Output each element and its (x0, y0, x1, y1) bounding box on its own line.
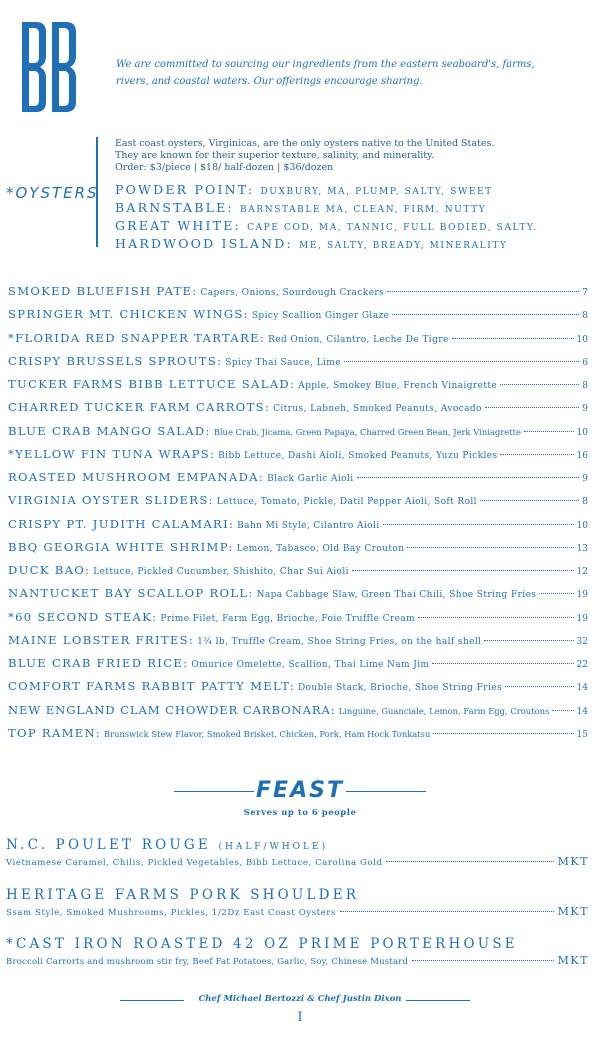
menu-item-price: 32 (576, 636, 588, 647)
menu-item-name: NEW ENGLAND CLAM CHOWDER CARBONARA: (8, 702, 336, 717)
leader-dots (539, 593, 573, 594)
menu-item-desc: Apple, Smokey Blue, French Vinaigrette (298, 381, 498, 391)
feast-heading-wrap (0, 778, 600, 803)
menu-item-name: NANTUCKET BAY SCALLOP ROLL: (8, 586, 254, 601)
oyster-name: HARDWOOD ISLAND: (115, 236, 293, 251)
menu-item-price: 8 (582, 381, 588, 391)
menu-item-price: 22 (576, 660, 588, 670)
menu-item-name: *60 SECOND STEAK: (8, 609, 158, 624)
leader-dots (500, 454, 573, 455)
menu-item-desc: Lettuce, Pickled Cucumber, Shishito, Char Sui Aioli (93, 567, 349, 577)
menu-item-name: SPRINGER MT. CHICKEN WINGS: (8, 307, 249, 322)
menu-item-desc: Napa Cabbage Slaw, Green Thai Chili, Shoe String Fries (256, 590, 537, 601)
leader-dots (387, 291, 579, 292)
menu-item-name: TOP RAMEN: (8, 725, 101, 740)
oyster-notes: DUXBURY, MA, PLUMP, SALTY, SWEET (260, 187, 493, 197)
menu-item-price: 6 (582, 357, 588, 368)
menu-item-name: CRISPY PT. JUDITH CALAMARI: (8, 516, 235, 531)
menu-item-price: 12 (576, 567, 588, 577)
menu-item-price: 8 (582, 311, 588, 322)
menu-item-desc: Black Garlic Aioli (267, 474, 354, 484)
feast-item-line (6, 954, 589, 967)
menu-item-name: DUCK BAO: (8, 563, 91, 577)
menu-item-price: 15 (576, 729, 588, 740)
feast-item-name: N.C. POULET ROUGE (6, 837, 211, 853)
menu-item (8, 307, 588, 330)
oyster-notes: CAPE COD, MA, TANNIC, FULL BODIED, SALTY. (247, 223, 538, 233)
oyster-notes: BARNSTABLE MA, CLEAN, FIRM, NUTTY (240, 205, 487, 215)
menu-item (8, 656, 588, 679)
menu-item-price: 16 (576, 450, 588, 461)
menu-item-desc: Red Onion, Cilantro, Leche De Tigre (268, 334, 449, 345)
oyster-item (115, 236, 538, 254)
menu-item (8, 679, 588, 702)
menu-item-desc: Capers, Onions, Sourdough Crackers (200, 288, 385, 298)
menu-item (8, 563, 588, 586)
feast-item-price: MKT (557, 954, 589, 967)
feast-item-desc: Broccoli Carrorts and mushroom stir fry, Beef Fat Potatoes, Garlic, Soy, Chinese Mustard (6, 957, 409, 967)
menu-item (8, 354, 588, 377)
leader-dots (352, 570, 574, 571)
leader-dots (524, 431, 574, 432)
menu-item-price: 19 (576, 590, 588, 601)
menu-item-name: SMOKED BLUEFISH PATE: (8, 284, 198, 298)
menu-item-desc: 1¾ lb, Truffle Cream, Shoe String Fries, on the half shell (197, 636, 482, 647)
menu-item (8, 586, 588, 609)
oysters-order-pricing: Order: $3/piece | $18/ half-dozen | $36/dozen (115, 162, 334, 173)
oyster-item (115, 218, 538, 236)
menu-item-desc: Spicy Thai Sauce, Lime (225, 357, 341, 368)
menu-item (8, 470, 588, 493)
oysters-heading: *OYSTERS (6, 184, 99, 202)
menu-item-desc: Omurice Omelette, Scallion, Thai Lime Nam Jim (191, 660, 430, 670)
menu-item-name: *YELLOW FIN TUNA WRAPS: (8, 446, 216, 461)
feast-item-desc: Vietnamese Caramel, Chilis, Pickled Vegetables, Bibb Lettuce, Carolina Gold (6, 858, 383, 868)
menu-item (8, 447, 588, 470)
feast-item-name: *CAST IRON ROASTED 42 OZ PRIME PORTERHOUSE (6, 936, 518, 952)
oyster-name: POWDER POINT: (115, 182, 255, 197)
menu-item-desc: Bibb Lettuce, Dashi Aioli, Smoked Peanuts, Yuzu Pickles (218, 450, 498, 461)
menu-item-desc: Bahn Mi Style, Cilantro Aioli (237, 520, 380, 531)
oyster-name: BARNSTABLE: (115, 200, 234, 215)
feast-item-title (6, 936, 589, 952)
oyster-notes: ME, SALTY, BREADY, MINERALITY (299, 241, 508, 251)
oysters-list (115, 182, 538, 254)
leader-dots (357, 477, 580, 478)
leader-dots (340, 911, 554, 912)
oysters-desc-line-2: They are known for their superior texture, salinity, and minerality. (115, 150, 435, 161)
leader-dots (485, 407, 579, 408)
leader-dots (433, 733, 573, 734)
menu-item-price: 9 (582, 404, 588, 415)
menu-item-name: BLUE CRAB MANGO SALAD: (8, 423, 211, 438)
leader-dots (412, 960, 554, 961)
menu-item (8, 610, 588, 633)
menu-item-desc: Linguine, Guanciale, Lemon, Farm Egg, Croutons (338, 705, 550, 716)
menu-item-price: 13 (576, 543, 588, 554)
feast-item-line (6, 905, 589, 918)
menu-item-price: 14 (576, 706, 588, 717)
leader-dots (392, 314, 579, 315)
feast-item-note: (HALF/WHOLE) (218, 842, 329, 852)
menu-item-desc: Spicy Scallion Ginger Glaze (251, 311, 390, 322)
menu-item (8, 703, 588, 726)
menu-item (8, 284, 588, 307)
feast-item (6, 936, 589, 967)
feast-item-line (6, 855, 589, 868)
menu-item-desc: Citrus, Labneh, Smoked Peanuts, Avocado (273, 404, 482, 415)
menu-item-name: CRISPY BRUSSELS SPROUTS: (8, 353, 223, 368)
menu-item-desc: Prime Filet, Farm Egg, Brioche, Foie Truffle Cream (160, 613, 416, 624)
chef-credits: Chef Michael Bertozzi & Chef Justin Dixon (198, 994, 402, 1004)
leader-dots (407, 547, 573, 548)
feast-item (6, 837, 589, 868)
intro-statement: We are committed to sourcing our ingredients from the eastern seaboard's, farms, rivers, and coastal waters. Our offerings encourage sharing. (116, 59, 535, 87)
menu-item (8, 377, 588, 400)
menu-item-name: *FLORIDA RED SNAPPER TARTARE: (8, 330, 266, 345)
menu-item-price: 9 (582, 474, 588, 484)
menu-item-name: VIRGINIA OYSTER SLIDERS: (8, 493, 214, 508)
menu-item-price: 7 (582, 288, 588, 298)
menu-item-desc: Lettuce, Tomato, Pickle, Datil Pepper Aioli, Soft Roll (216, 497, 477, 508)
feast-item-name: HERITAGE FARMS PORK SHOULDER (6, 887, 360, 903)
menu-item (8, 331, 588, 354)
leader-dots (452, 338, 574, 339)
leader-dots (418, 617, 574, 618)
feast-heading: FEAST (256, 778, 344, 803)
menu-item (8, 424, 588, 447)
menu-item-name: MAINE LOBSTER FRITES: (8, 632, 195, 647)
menu-item (8, 540, 588, 563)
menu-item (8, 517, 588, 540)
bb-logo (22, 22, 78, 112)
oyster-item (115, 182, 538, 200)
leader-dots (505, 686, 574, 687)
menu-item-price: 8 (582, 497, 588, 508)
menu-item-price: 10 (576, 520, 588, 531)
oyster-name: GREAT WHITE: (115, 218, 241, 233)
menu-item-desc: Lemon, Tabasco, Old Bay Crouton (236, 543, 405, 554)
menu-item-name: BLUE CRAB FRIED RICE: (8, 656, 189, 670)
feast-item-title (6, 837, 589, 853)
page-number: I (297, 1010, 303, 1025)
leader-dots (383, 524, 574, 525)
leader-dots (344, 361, 579, 362)
menu-item-name: BBQ GEORGIA WHITE SHRIMP: (8, 539, 234, 554)
oysters-desc-line-1: East coast oysters, Virginicas, are the only oysters native to the United States. (115, 138, 495, 149)
small-plates-list (8, 284, 588, 749)
oyster-item (115, 200, 538, 218)
menu-item-name: TUCKER FARMS BIBB LETTUCE SALAD: (8, 377, 296, 391)
feast-item (6, 887, 589, 918)
menu-item-price: 14 (576, 683, 588, 694)
menu-item-price: 10 (576, 427, 588, 438)
menu-item-desc: Blue Crab, Jicama, Green Papaya, Charred Green Bean, Jerk Viniagrette (213, 426, 521, 437)
menu-item (8, 726, 588, 749)
menu-item-desc: Brunswick Stew Flavor, Smoked Brisket, Chicken, Pork, Ham Hock Tonkatsu (103, 728, 431, 739)
menu-item (8, 633, 588, 656)
leader-dots (432, 663, 573, 664)
menu-item-desc: Double Stack, Brioche, Shoe String Fries (297, 683, 502, 694)
oysters-description (115, 138, 494, 174)
menu-item (8, 493, 588, 516)
feast-item-title (6, 887, 589, 903)
feast-item-price: MKT (557, 905, 589, 918)
menu-item-name: CHARRED TUCKER FARM CARROTS: (8, 400, 271, 415)
menu-item (8, 400, 588, 423)
feast-item-price: MKT (557, 855, 589, 868)
menu-item-price: 19 (576, 613, 588, 624)
leader-dots (480, 500, 579, 501)
leader-dots (500, 384, 579, 385)
menu-item-name: COMFORT FARMS RABBIT PATTY MELT: (8, 679, 295, 694)
feast-subtitle: Serves up to 6 people (243, 808, 357, 818)
leader-dots (386, 861, 553, 862)
feast-item-desc: Ssam Style, Smoked Mushrooms, Pickles, 1/2Dz East Coast Oysters (6, 908, 336, 918)
menu-item-price: 10 (576, 334, 588, 345)
menu-item-name: ROASTED MUSHROOM EMPANADA: (8, 470, 265, 484)
leader-dots (552, 710, 573, 711)
leader-dots (484, 640, 573, 641)
